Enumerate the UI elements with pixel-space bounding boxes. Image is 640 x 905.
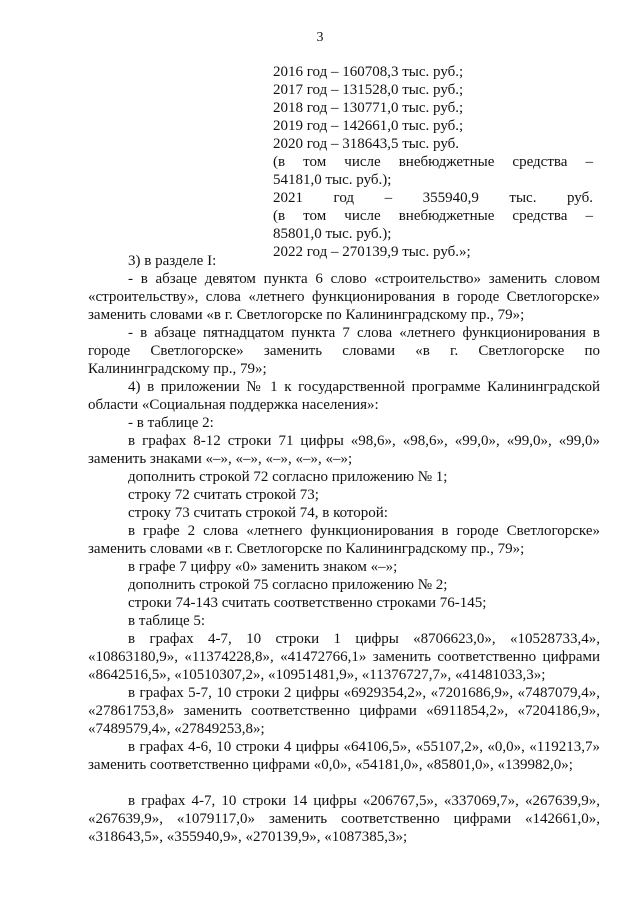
budget-line-2018: 2018 год – 130771,0 тыс. руб.;: [273, 100, 464, 116]
paragraph-row-73-to-74: строку 73 считать строкой 74, в которой:: [128, 505, 388, 521]
budget-line-2021: 2021 год – 355940,9 тыс. руб.: [273, 190, 593, 206]
budget-line-2016: 2016 год – 160708,3 тыс. руб.;: [273, 64, 464, 80]
paragraph-abzac-15: - в абзаце пятнадцатом пункта 7 слова «летнего функционирования в городе Светлогорске» заменить словами «в г. Светлогорске по Калининградскому пр., 79»;: [88, 325, 600, 377]
paragraph-rows-renumber: строки 74-143 считать соответственно строками 76-145;: [128, 595, 487, 611]
paragraph-table-5-row-14: в графах 4-7, 10 строки 14 цифры «206767,5», «337069,7», «267639,9», «267639,9», «1079117,0» заменить соответственно цифрами «142661,0», «318643,5», «355940,9», «270139,9», «1087385,3»;: [88, 793, 600, 845]
paragraph-table-5-row-1: в графах 4-7, 10 строки 1 цифры «8706623,0», «10528733,4», «10863180,9», «11374228,8», «41472766,1» заменить соответственно цифрами «8642516,5», «10510307,2», «10951481,9», «11376727,7», «41481033,3»;: [88, 631, 600, 683]
paragraph-table-2: - в таблице 2:: [128, 415, 214, 431]
budget-line-2017: 2017 год – 131528,0 тыс. руб.;: [273, 82, 464, 98]
budget-line-2019: 2019 год – 142661,0 тыс. руб.;: [273, 118, 464, 134]
budget-line-2020: 2020 год – 318643,5 тыс. руб.: [273, 136, 460, 152]
paragraph-section-1: 3) в разделе I:: [128, 253, 217, 269]
paragraph-column-2: в графе 2 слова «летнего функционирования в городе Светлогорске» заменить словами «в г. Светлогорске по Калининградскому пр., 79»;: [88, 523, 600, 557]
paragraph-table-5: в таблице 5:: [128, 613, 206, 629]
budget-line-2022: 2022 год – 270139,9 тыс. руб.»;: [273, 244, 471, 260]
paragraph-column-7: в графе 7 цифру «0» заменить знаком «–»;: [128, 559, 398, 575]
paragraph-add-row-72: дополнить строкой 72 согласно приложению № 1;: [128, 469, 448, 485]
paragraph-row-71: в графах 8-12 строки 71 цифры «98,6», «98,6», «99,0», «99,0», «99,0» заменить знаками «–», «–», «–», «–», «–»;: [88, 433, 600, 467]
page-number: 3: [316, 30, 324, 45]
budget-block: [273, 63, 593, 261]
note-2020-line-1: (в том числе внебюджетные средства –: [273, 154, 593, 170]
paragraph-abzac-9: - в абзаце девятом пункта 6 слово «строительство» заменить словом «строительству», слова «летнего функционирования в городе Светлогорске» заменить словами «в г. Светлогорске по Калининградскому пр., 79»;: [88, 271, 600, 323]
paragraph-add-row-75: дополнить строкой 75 согласно приложению № 2;: [128, 577, 448, 593]
paragraph-row-72-to-73: строку 72 считать строкой 73;: [128, 487, 319, 503]
paragraph-appendix-1: 4) в приложении № 1 к государственной программе Калининградской области «Социальная поддержка населения»:: [88, 379, 600, 413]
paragraph-table-5-row-4: в графах 4-6, 10 строки 4 цифры «64106,5», «55107,2», «0,0», «119213,7» заменить соответственно цифрами «0,0», «54181,0», «85801,0», «139982,0»;: [88, 739, 600, 773]
note-2020-line-2: 54181,0 тыс. руб.);: [273, 172, 392, 188]
note-2021-line-1: (в том числе внебюджетные средства –: [273, 208, 593, 224]
paragraph-table-5-row-2: в графах 5-7, 10 строки 2 цифры «6929354,2», «7201686,9», «7487079,4», «27861753,8» заменить соответственно цифрами «6911854,2», «7204186,9», «7489579,4», «27849253,8»;: [88, 685, 600, 737]
note-2021-line-2: 85801,0 тыс. руб.);: [273, 226, 392, 242]
